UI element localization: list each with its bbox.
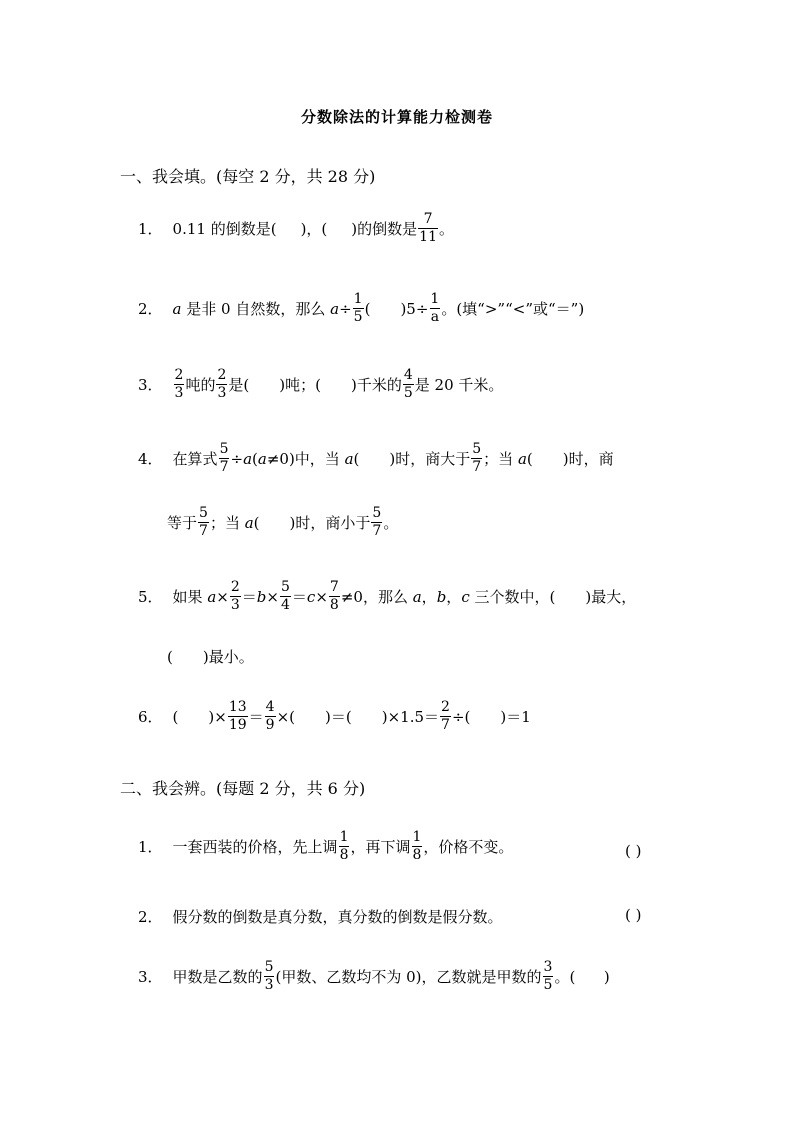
section-2-heading: 二、我会辨。(每题 2 分，共 6 分) [120,779,366,798]
text: )× [208,707,227,726]
question-number: 5． [138,588,163,607]
text: × [266,587,279,606]
text: 是( [228,376,250,395]
question-2-2 [138,906,503,927]
text: ( [172,707,179,726]
question-2-3 [138,960,610,994]
text: )×1.5＝ [381,708,440,727]
text: 。 [383,514,399,533]
variable: b [436,587,447,606]
question-2-1 [138,830,513,864]
text: 三个数中，( [469,588,556,607]
section-1-heading: 一、我会填。(每空 2 分，共 28 分) [120,167,376,186]
question-1-1 [138,212,454,246]
question-number: 1． [138,838,163,857]
text: )最小。 [202,648,254,666]
question-1-4-continued [167,506,398,540]
question-number: 4． [138,450,163,469]
variable: c [461,587,470,606]
variable: b [256,587,267,606]
text: )5÷ [400,299,429,318]
variable: a [330,299,340,318]
fraction: $\frac{7}{11}$ [419,211,437,246]
text: ( [364,299,371,318]
fraction: $\frac{1}{a}$ [430,291,440,326]
text: 。 [438,220,454,239]
text: 吨的 [185,376,216,395]
text: ，价格不变。 [423,838,514,857]
text: × [216,587,229,606]
question-number: 6． [138,708,163,727]
text: ，再下调 [350,838,411,857]
question-1-4 [138,442,614,476]
fraction: $\frac{2}{3}$ [174,367,184,402]
fraction: $\frac{2}{3}$ [217,367,227,402]
question-1-2 [138,292,584,326]
question-number: 2． [138,300,163,319]
text: )时，商小于 [289,514,371,533]
text: ， [421,588,437,607]
fraction: $\frac{1}{5}$ [353,291,363,326]
fraction: $\frac{2}{3}$ [230,579,240,614]
text: )的倒数是 [351,220,418,239]
text: )最大， [585,588,637,607]
variable: c [306,587,316,606]
text: ， [446,588,462,607]
text: )千米的 [350,376,402,395]
fraction: $\frac{5}{3}$ [264,959,274,994]
question-1-6 [138,700,531,734]
text: ×( [276,707,296,726]
fraction: $\frac{7}{8}$ [329,579,339,614]
variable: a [172,299,182,318]
fraction: $\frac{5}{7}$ [199,505,208,540]
text: ≠0)中，当 [266,450,345,469]
text: ( [253,513,260,532]
text: )时，商大于 [389,450,471,469]
text: 假分数的倒数是真分数，真分数的倒数是假分数。 [172,908,503,926]
text: ＝ [241,588,257,607]
text: ÷ [230,449,244,468]
text: (甲数、乙数均不为 0)，乙数就是甲数的 [275,968,542,987]
fraction: $\frac{2}{7}$ [441,699,450,734]
text: ；当 [209,514,245,533]
text: × [315,587,328,606]
answer-paren[interactable]: ( ) [625,906,642,924]
text: 一套西装的价格，先上调 [172,838,338,857]
text: ；当 [483,450,518,469]
fraction: $\frac{1}{8}$ [339,829,349,864]
variable: a [517,449,527,468]
fraction: $\frac{1}{8}$ [412,829,422,864]
text: 甲数是乙数的 [172,968,263,987]
text: ÷ [339,299,352,318]
text: ( [167,647,173,666]
variable: a [344,449,354,468]
text: )＝1 [500,708,531,727]
question-number: 3． [138,968,163,987]
text: 0.11 的倒数是( [172,220,277,239]
text: 。(填“>”“<”或“＝”) [441,300,585,319]
question-1-5-continued [167,646,254,667]
text: 是 20 千米。 [414,376,504,395]
text: 。( ) [554,968,610,987]
text: ( [353,449,360,468]
variable: a [243,449,253,468]
variable: a [257,449,267,468]
text: 等于 [167,514,198,533]
fraction: $\frac{4}{5}$ [403,367,413,402]
text: ÷( [451,707,471,726]
question-1-3 [138,368,503,402]
question-number: 2． [138,908,163,926]
text: ( [252,449,258,468]
variable: a [412,587,422,606]
fraction: $\frac{5}{4}$ [280,579,290,614]
page-title: 分数除法的计算能力检测卷 [300,108,493,126]
question-number: 1． [138,220,163,239]
fraction: $\frac{5}{7}$ [219,441,229,476]
text: ＝ [248,708,264,727]
answer-paren[interactable]: ( ) [625,842,642,860]
variable: a [244,513,254,532]
fraction: $\frac{5}{7}$ [472,441,482,476]
fraction: $\frac{3}{5}$ [543,959,553,994]
text: ≠0，那么 [340,588,413,607]
text: )＝( [325,708,352,727]
question-1-5 [138,580,636,614]
text: ( [526,449,533,468]
text: 是非 0 自然数，那么 [181,300,331,319]
fraction: $\frac{13}{19}$ [228,699,247,734]
question-number: 3． [138,376,163,395]
text: ＝ [291,588,307,607]
text: 如果 [172,588,208,607]
fraction: $\frac{5}{7}$ [372,505,382,540]
fraction: $\frac{4}{9}$ [265,699,275,734]
text: 在算式 [172,450,218,469]
text: )时，商 [562,450,614,469]
text: )，( [300,220,328,239]
text: )吨；( [279,376,321,395]
variable: a [207,587,217,606]
